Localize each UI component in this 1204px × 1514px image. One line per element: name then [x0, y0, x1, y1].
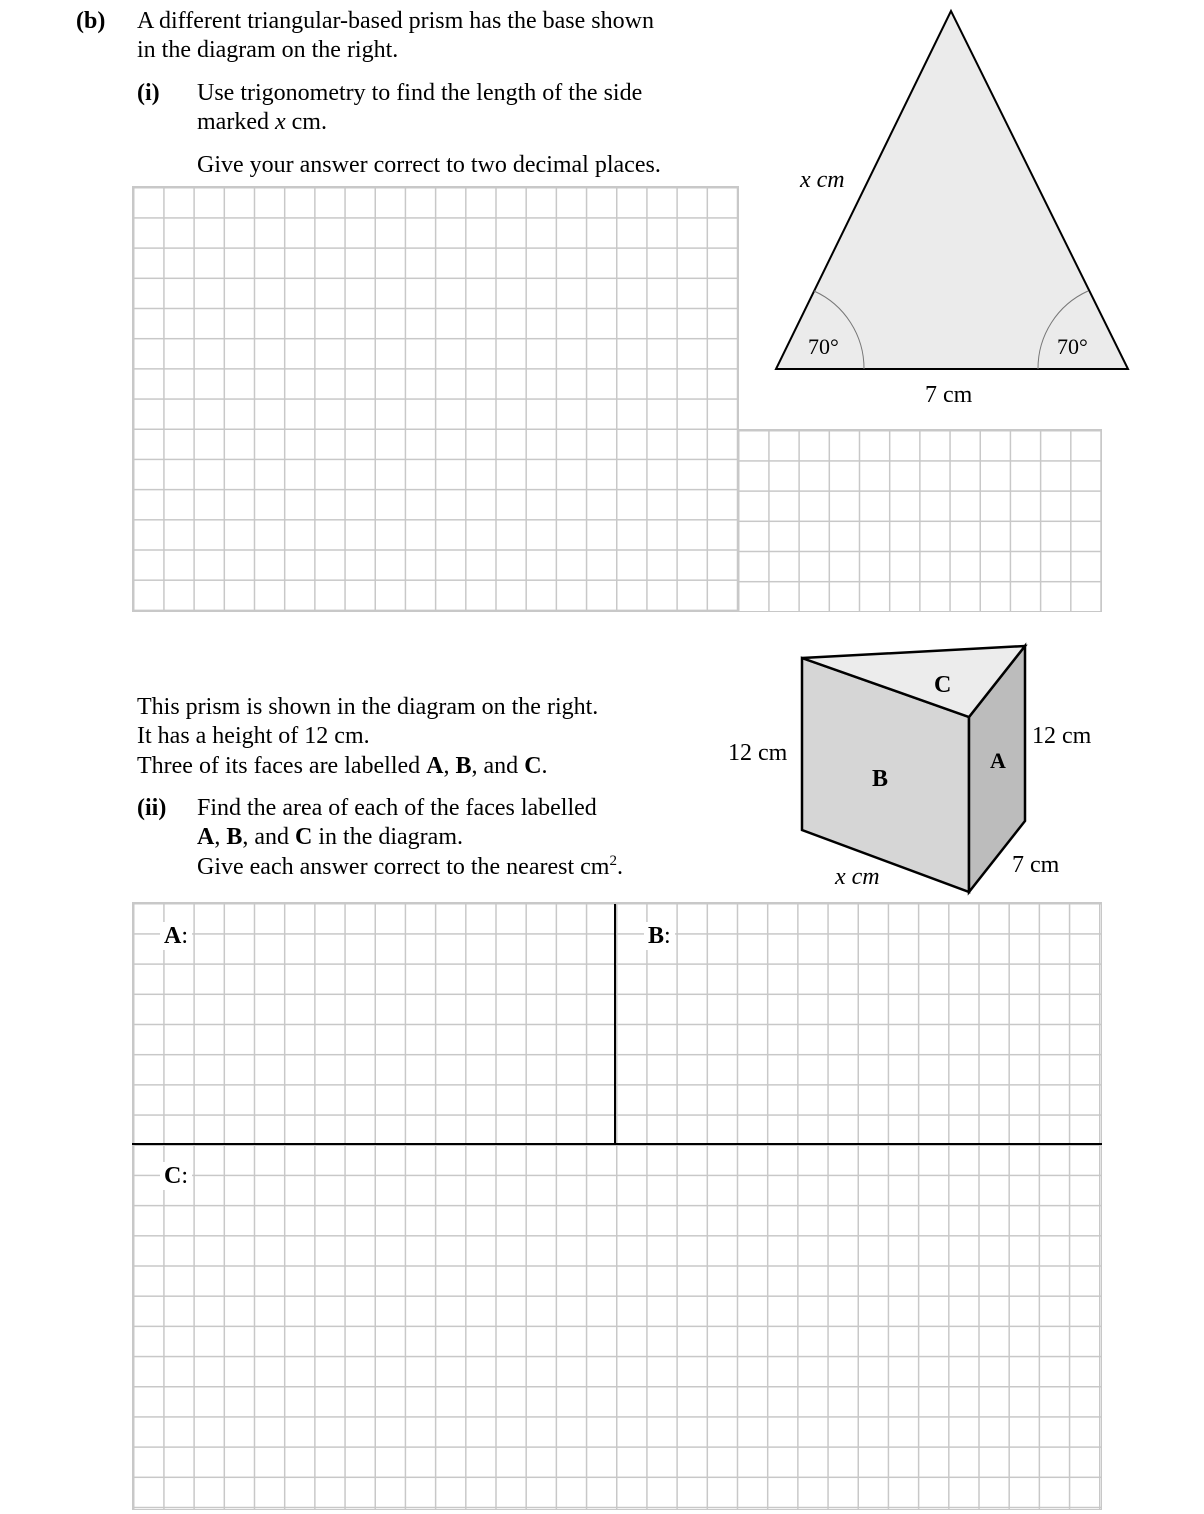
part-ii-line2: A, B, and C in the diagram. [197, 824, 463, 850]
answer-a-label: A: [160, 922, 192, 950]
angle-right-label: 70° [1057, 334, 1088, 359]
face-a-label: A [990, 748, 1006, 773]
bottom-7cm-label: 7 cm [1012, 852, 1060, 878]
part-b-intro-line2: in the diagram on the right. [137, 37, 399, 63]
part-i-line1: Use trigonometry to find the length of the side [197, 80, 643, 106]
part-b-label: (b) [76, 8, 106, 34]
part-ii-line1: Find the area of each of the faces labelled [197, 795, 597, 821]
answer-c-label: C: [160, 1162, 192, 1190]
working-grid-part-ii[interactable] [132, 902, 1102, 1510]
working-grid-part-i-extension[interactable] [737, 429, 1102, 612]
part-ii-line3: Give each answer correct to the nearest $cm^2$. [197, 853, 623, 880]
part-i-line2: marked x cm. [197, 109, 327, 135]
part-ii-label: (ii) [137, 795, 167, 821]
answer-divider-vertical [614, 904, 616, 1145]
height-right-label: 12 cm [1032, 723, 1092, 749]
base-7cm-label: 7 cm [925, 382, 973, 408]
side-x-label: x cm [800, 167, 845, 193]
prism-desc-line1: This prism is shown in the diagram on the right. [137, 694, 599, 720]
triangle-base-diagram [760, 0, 1140, 420]
face-b-label: B [872, 766, 889, 792]
prism-diagram [720, 636, 1120, 906]
bottom-x-label: x cm [835, 864, 880, 890]
height-left-label: 12 cm [728, 740, 788, 766]
part-i-label: (i) [137, 80, 160, 106]
answer-b-label: B: [644, 922, 675, 950]
angle-left-label: 70° [808, 334, 839, 359]
part-b-intro-line1: A different triangular-based prism has the base shown [137, 8, 654, 34]
working-grid-part-i[interactable] [132, 186, 739, 612]
face-c-label: C [934, 672, 952, 698]
prism-desc-line2: It has a height of 12 cm. [137, 723, 370, 749]
part-i-line3: Give your answer correct to two decimal places. [197, 152, 661, 178]
prism-desc-line3: Three of its faces are labelled A, B, and C. [137, 753, 548, 779]
answer-divider-horizontal [132, 1143, 1102, 1145]
